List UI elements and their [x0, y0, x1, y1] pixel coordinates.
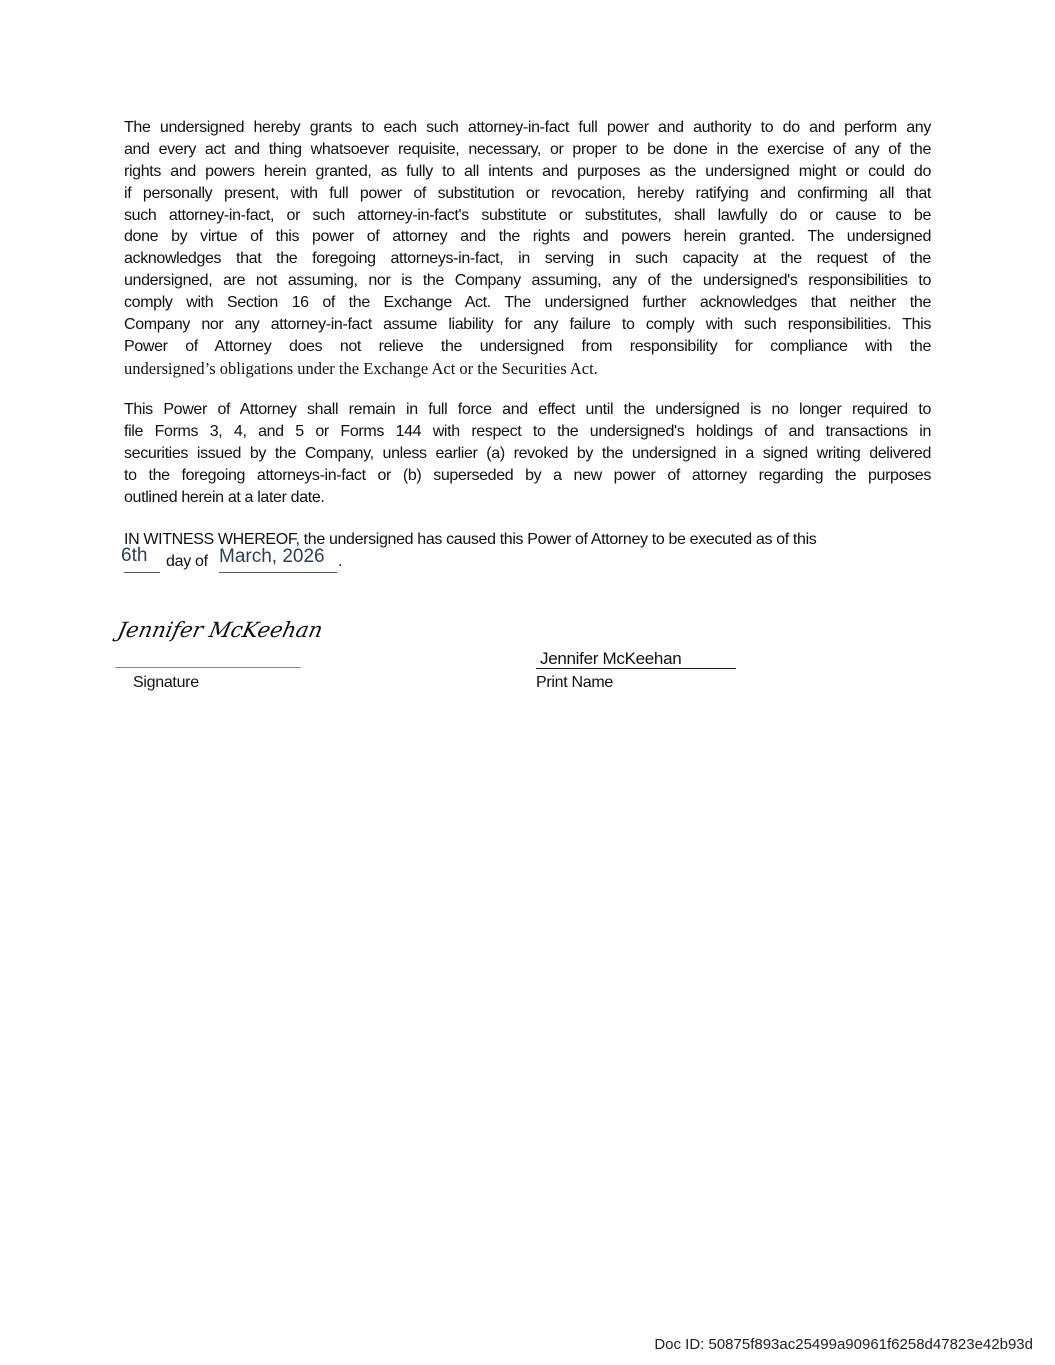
- text-line: if personally present, with full power of substitution or revocation, hereby ratifying and confirming all that: [124, 184, 931, 202]
- print-name-line: [536, 668, 736, 669]
- paragraph-powers-granted: [124, 117, 931, 380]
- text-line: undersigned’s obligations under the Exchange Act or the Securities Act.: [124, 358, 598, 378]
- text-line: such attorney-in-fact, or such attorney-in-fact's substitute or substitutes, shall lawfully do or cause to be: [124, 206, 931, 224]
- text-line: to the foregoing attorneys-in-fact or (b) superseded by a new power of attorney regarding the purposes: [124, 466, 931, 484]
- day-field[interactable]: 6th: [121, 545, 148, 566]
- period: .: [338, 553, 343, 570]
- text-line: outlined herein at a later date.: [124, 488, 325, 506]
- print-name-label: Print Name: [536, 674, 614, 691]
- witness-statement: IN WITNESS WHEREOF, the undersigned has caused this Power of Attorney to be executed as of this: [124, 531, 817, 548]
- month-year-underline: [219, 572, 337, 573]
- text-line: file Forms 3, 4, and 5 or Forms 144 with respect to the undersigned's holdings of and transactions in: [124, 422, 931, 440]
- text-line: Company nor any attorney-in-fact assume liability for any failure to comply with such responsibilities. This: [124, 316, 931, 334]
- handwritten-signature: Jennifer McKeehan: [115, 618, 325, 642]
- text-line: This Power of Attorney shall remain in full force and effect until the undersigned is no longer required to: [124, 401, 931, 418]
- text-line: comply with Section 16 of the Exchange Act. The undersigned further acknowledges that neither the: [124, 294, 931, 312]
- day-underline: [124, 572, 160, 573]
- signature-line: [115, 667, 301, 668]
- print-name-value: Jennifer McKeehan: [540, 649, 682, 668]
- text-line: rights and powers herein granted, as fully to all intents and purposes as the undersigned might or could do: [124, 162, 931, 180]
- text-line: The undersigned hereby grants to each such attorney-in-fact full power and authority to do and perform any: [124, 119, 931, 136]
- text-line: Power of Attorney does not relieve the undersigned from responsibility for compliance with the: [124, 337, 931, 355]
- signature-label: Signature: [133, 674, 199, 691]
- day-of-label: day of: [166, 553, 208, 570]
- text-line: undersigned, are not assuming, nor is the Company assuming, any of the undersigned's responsibilities to: [124, 272, 931, 290]
- text-line: securities issued by the Company, unless earlier (a) revoked by the undersigned in a signed writing delivered: [124, 444, 931, 462]
- paragraph-duration: [124, 399, 931, 508]
- text-line: acknowledges that the foregoing attorneys-in-fact, in serving in such capacity at the request of the: [124, 250, 931, 268]
- month-year-field[interactable]: March, 2026: [219, 546, 325, 567]
- doc-id: Doc ID: 50875f893ac25499a90961f6258d47823e42b93d: [654, 1336, 1033, 1353]
- text-line: done by virtue of this power of attorney and the rights and powers herein granted. The undersigned: [124, 228, 931, 246]
- text-line: and every act and thing whatsoever requisite, necessary, or proper to be done in the exercise of any of the: [124, 140, 931, 158]
